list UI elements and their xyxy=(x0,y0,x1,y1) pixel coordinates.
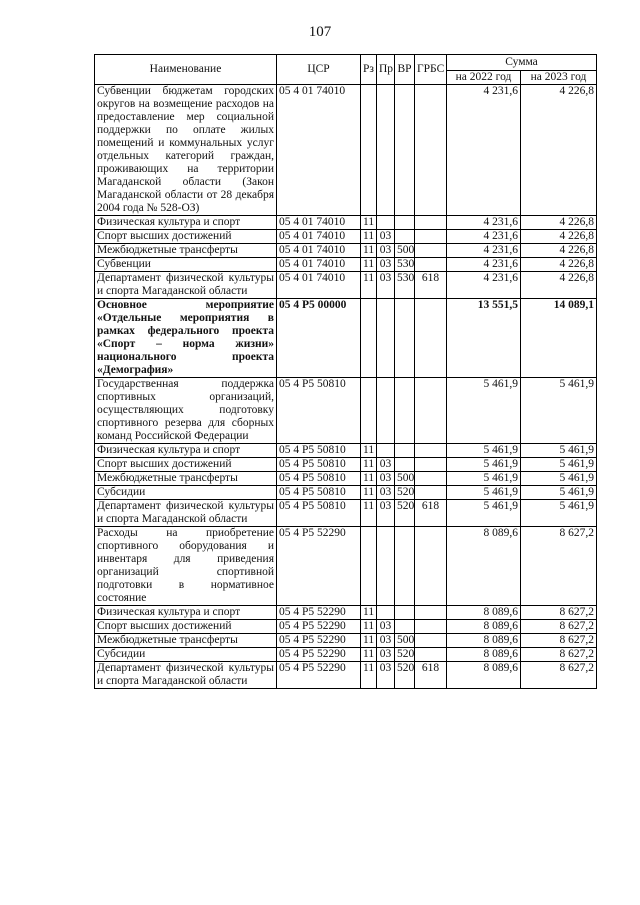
row-grbs xyxy=(415,244,447,258)
table-row xyxy=(95,634,597,648)
row-sum-2022: 4 231,6 xyxy=(447,244,521,258)
table-row xyxy=(95,258,597,272)
header-pr: Пр xyxy=(377,55,395,85)
row-csr: 05 4 P5 52290 xyxy=(277,527,361,606)
row-sum-2022: 8 089,6 xyxy=(447,634,521,648)
row-pr: 03 xyxy=(377,244,395,258)
row-pr xyxy=(377,85,395,216)
page-number: 107 xyxy=(308,24,332,40)
row-vr xyxy=(395,299,415,378)
row-vr: 530 xyxy=(395,272,415,299)
table-row xyxy=(95,216,597,230)
table-row xyxy=(95,378,597,444)
row-name: Государственная поддержка спортивных организаций, осуществляющих подготовку спортивного резерва для сборных команд Российской Федерации xyxy=(95,378,277,444)
row-rz: 11 xyxy=(361,606,377,620)
row-name: Субвенции бюджетам городских округов на возмещение расходов на предоставление мер социальной поддержки по оплате жилых помещений и коммунальных услуг отдельных категорий граждан, проживающих на территории Магаданской области (Закон Магаданской области от 28 декабря 2004 года № 528-ОЗ) xyxy=(95,85,277,216)
row-sum-2022: 4 231,6 xyxy=(447,258,521,272)
row-rz xyxy=(361,527,377,606)
row-csr: 05 4 01 74010 xyxy=(277,230,361,244)
header-vr: ВР xyxy=(395,55,415,85)
budget-table xyxy=(94,54,597,689)
row-sum-2022: 13 551,5 xyxy=(447,299,521,378)
header-grbs: ГРБС xyxy=(415,55,447,85)
row-pr: 03 xyxy=(377,258,395,272)
row-sum-2023: 8 627,2 xyxy=(521,648,597,662)
row-pr: 03 xyxy=(377,662,395,689)
table-row xyxy=(95,444,597,458)
row-vr xyxy=(395,378,415,444)
row-grbs xyxy=(415,620,447,634)
table-row xyxy=(95,458,597,472)
row-pr: 03 xyxy=(377,634,395,648)
row-csr: 05 4 P5 50810 xyxy=(277,444,361,458)
row-csr: 05 4 P5 52290 xyxy=(277,662,361,689)
table-row xyxy=(95,272,597,299)
row-sum-2022: 4 231,6 xyxy=(447,216,521,230)
row-csr: 05 4 01 74010 xyxy=(277,272,361,299)
row-grbs xyxy=(415,378,447,444)
row-grbs xyxy=(415,648,447,662)
row-vr: 520 xyxy=(395,648,415,662)
row-sum-2023: 5 461,9 xyxy=(521,472,597,486)
row-sum-2023: 4 226,8 xyxy=(521,85,597,216)
table-row xyxy=(95,527,597,606)
row-sum-2023: 4 226,8 xyxy=(521,244,597,258)
row-rz: 11 xyxy=(361,662,377,689)
row-pr xyxy=(377,216,395,230)
row-csr: 05 4 01 74010 xyxy=(277,85,361,216)
header-year-2023: на 2023 год xyxy=(521,71,597,85)
row-name: Расходы на приобретение спортивного оборудования и инвентаря для приведения организаций спортивной подготовки в нормативное состояние xyxy=(95,527,277,606)
row-csr: 05 4 P5 52290 xyxy=(277,648,361,662)
row-csr: 05 4 P5 50810 xyxy=(277,472,361,486)
row-rz: 11 xyxy=(361,620,377,634)
row-name: Межбюджетные трансферты xyxy=(95,472,277,486)
row-csr: 05 4 P5 52290 xyxy=(277,620,361,634)
row-name: Основное мероприятие «Отдельные мероприятия в рамках федерального проекта «Спорт – норма жизни» национального проекта «Демография» xyxy=(95,299,277,378)
row-sum-2023: 4 226,8 xyxy=(521,272,597,299)
row-name: Департамент физической культуры и спорта Магаданской области xyxy=(95,662,277,689)
row-sum-2022: 5 461,9 xyxy=(447,472,521,486)
header-csr: ЦСР xyxy=(277,55,361,85)
header-name: Наименование xyxy=(95,55,277,85)
row-rz xyxy=(361,85,377,216)
row-csr: 05 4 P5 50810 xyxy=(277,378,361,444)
row-sum-2023: 4 226,8 xyxy=(521,216,597,230)
header-rz: Рз xyxy=(361,55,377,85)
row-sum-2022: 8 089,6 xyxy=(447,662,521,689)
row-sum-2023: 5 461,9 xyxy=(521,458,597,472)
row-sum-2022: 8 089,6 xyxy=(447,606,521,620)
row-sum-2022: 5 461,9 xyxy=(447,378,521,444)
row-name: Межбюджетные трансферты xyxy=(95,244,277,258)
table-row xyxy=(95,244,597,258)
row-pr: 03 xyxy=(377,620,395,634)
table-row xyxy=(95,472,597,486)
row-grbs xyxy=(415,444,447,458)
row-name: Субсидии xyxy=(95,486,277,500)
row-sum-2022: 5 461,9 xyxy=(447,500,521,527)
table-row xyxy=(95,662,597,689)
row-rz: 11 xyxy=(361,486,377,500)
row-grbs xyxy=(415,472,447,486)
row-pr xyxy=(377,606,395,620)
row-rz: 11 xyxy=(361,230,377,244)
row-rz: 11 xyxy=(361,458,377,472)
row-vr xyxy=(395,444,415,458)
row-csr: 05 4 P5 00000 xyxy=(277,299,361,378)
row-vr: 500 xyxy=(395,244,415,258)
row-rz: 11 xyxy=(361,444,377,458)
row-name: Спорт высших достижений xyxy=(95,230,277,244)
row-sum-2022: 4 231,6 xyxy=(447,272,521,299)
row-vr xyxy=(395,230,415,244)
row-name: Департамент физической культуры и спорта Магаданской области xyxy=(95,500,277,527)
row-vr xyxy=(395,216,415,230)
row-pr: 03 xyxy=(377,472,395,486)
row-sum-2023: 5 461,9 xyxy=(521,500,597,527)
row-vr: 520 xyxy=(395,500,415,527)
table-row xyxy=(95,620,597,634)
row-grbs xyxy=(415,299,447,378)
row-rz xyxy=(361,299,377,378)
row-vr xyxy=(395,458,415,472)
row-grbs: 618 xyxy=(415,500,447,527)
row-vr: 500 xyxy=(395,472,415,486)
row-name: Спорт высших достижений xyxy=(95,620,277,634)
row-sum-2023: 4 226,8 xyxy=(521,230,597,244)
row-grbs xyxy=(415,458,447,472)
row-grbs xyxy=(415,634,447,648)
row-name: Физическая культура и спорт xyxy=(95,606,277,620)
row-pr xyxy=(377,527,395,606)
header-sum: Сумма xyxy=(447,55,597,71)
row-vr: 520 xyxy=(395,486,415,500)
row-csr: 05 4 01 74010 xyxy=(277,258,361,272)
row-rz: 11 xyxy=(361,500,377,527)
row-vr: 530 xyxy=(395,258,415,272)
table-row xyxy=(95,230,597,244)
row-pr xyxy=(377,299,395,378)
row-sum-2023: 8 627,2 xyxy=(521,662,597,689)
row-name: Физическая культура и спорт xyxy=(95,444,277,458)
table-row xyxy=(95,500,597,527)
row-sum-2023: 5 461,9 xyxy=(521,378,597,444)
row-grbs xyxy=(415,230,447,244)
row-csr: 05 4 P5 50810 xyxy=(277,458,361,472)
row-csr: 05 4 01 74010 xyxy=(277,216,361,230)
header-year-2022: на 2022 год xyxy=(447,71,521,85)
row-pr: 03 xyxy=(377,648,395,662)
row-name: Физическая культура и спорт xyxy=(95,216,277,230)
row-grbs: 618 xyxy=(415,662,447,689)
row-pr: 03 xyxy=(377,500,395,527)
row-name: Спорт высших достижений xyxy=(95,458,277,472)
row-grbs xyxy=(415,258,447,272)
row-pr: 03 xyxy=(377,272,395,299)
row-sum-2023: 8 627,2 xyxy=(521,606,597,620)
row-vr xyxy=(395,606,415,620)
row-sum-2022: 5 461,9 xyxy=(447,444,521,458)
table-row xyxy=(95,486,597,500)
row-rz: 11 xyxy=(361,244,377,258)
row-sum-2023: 8 627,2 xyxy=(521,527,597,606)
row-sum-2023: 4 226,8 xyxy=(521,258,597,272)
row-grbs xyxy=(415,486,447,500)
row-rz: 11 xyxy=(361,648,377,662)
table-row xyxy=(95,606,597,620)
row-grbs xyxy=(415,216,447,230)
row-pr: 03 xyxy=(377,486,395,500)
row-pr xyxy=(377,378,395,444)
table-row xyxy=(95,85,597,216)
row-grbs xyxy=(415,527,447,606)
row-pr: 03 xyxy=(377,230,395,244)
table-body xyxy=(95,85,597,689)
row-name: Субсидии xyxy=(95,648,277,662)
row-csr: 05 4 01 74010 xyxy=(277,244,361,258)
row-grbs xyxy=(415,606,447,620)
row-rz: 11 xyxy=(361,634,377,648)
row-csr: 05 4 P5 50810 xyxy=(277,486,361,500)
row-vr: 520 xyxy=(395,662,415,689)
row-name: Субвенции xyxy=(95,258,277,272)
row-rz xyxy=(361,378,377,444)
row-vr xyxy=(395,85,415,216)
row-sum-2022: 8 089,6 xyxy=(447,620,521,634)
row-rz: 11 xyxy=(361,216,377,230)
row-sum-2022: 5 461,9 xyxy=(447,458,521,472)
table-row xyxy=(95,648,597,662)
row-sum-2022: 8 089,6 xyxy=(447,527,521,606)
table-row xyxy=(95,299,597,378)
row-pr xyxy=(377,444,395,458)
row-sum-2022: 8 089,6 xyxy=(447,648,521,662)
row-sum-2023: 14 089,1 xyxy=(521,299,597,378)
row-csr: 05 4 P5 52290 xyxy=(277,606,361,620)
row-sum-2023: 5 461,9 xyxy=(521,486,597,500)
row-sum-2022: 4 231,6 xyxy=(447,230,521,244)
row-vr xyxy=(395,527,415,606)
row-name: Департамент физической культуры и спорта Магаданской области xyxy=(95,272,277,299)
row-vr xyxy=(395,620,415,634)
row-rz: 11 xyxy=(361,472,377,486)
row-sum-2023: 8 627,2 xyxy=(521,620,597,634)
row-sum-2023: 8 627,2 xyxy=(521,634,597,648)
row-name: Межбюджетные трансферты xyxy=(95,634,277,648)
row-sum-2023: 5 461,9 xyxy=(521,444,597,458)
row-pr: 03 xyxy=(377,458,395,472)
row-sum-2022: 5 461,9 xyxy=(447,486,521,500)
row-csr: 05 4 P5 52290 xyxy=(277,634,361,648)
row-rz: 11 xyxy=(361,272,377,299)
row-grbs: 618 xyxy=(415,272,447,299)
row-vr: 500 xyxy=(395,634,415,648)
row-rz: 11 xyxy=(361,258,377,272)
row-csr: 05 4 P5 50810 xyxy=(277,500,361,527)
row-sum-2022: 4 231,6 xyxy=(447,85,521,216)
row-grbs xyxy=(415,85,447,216)
